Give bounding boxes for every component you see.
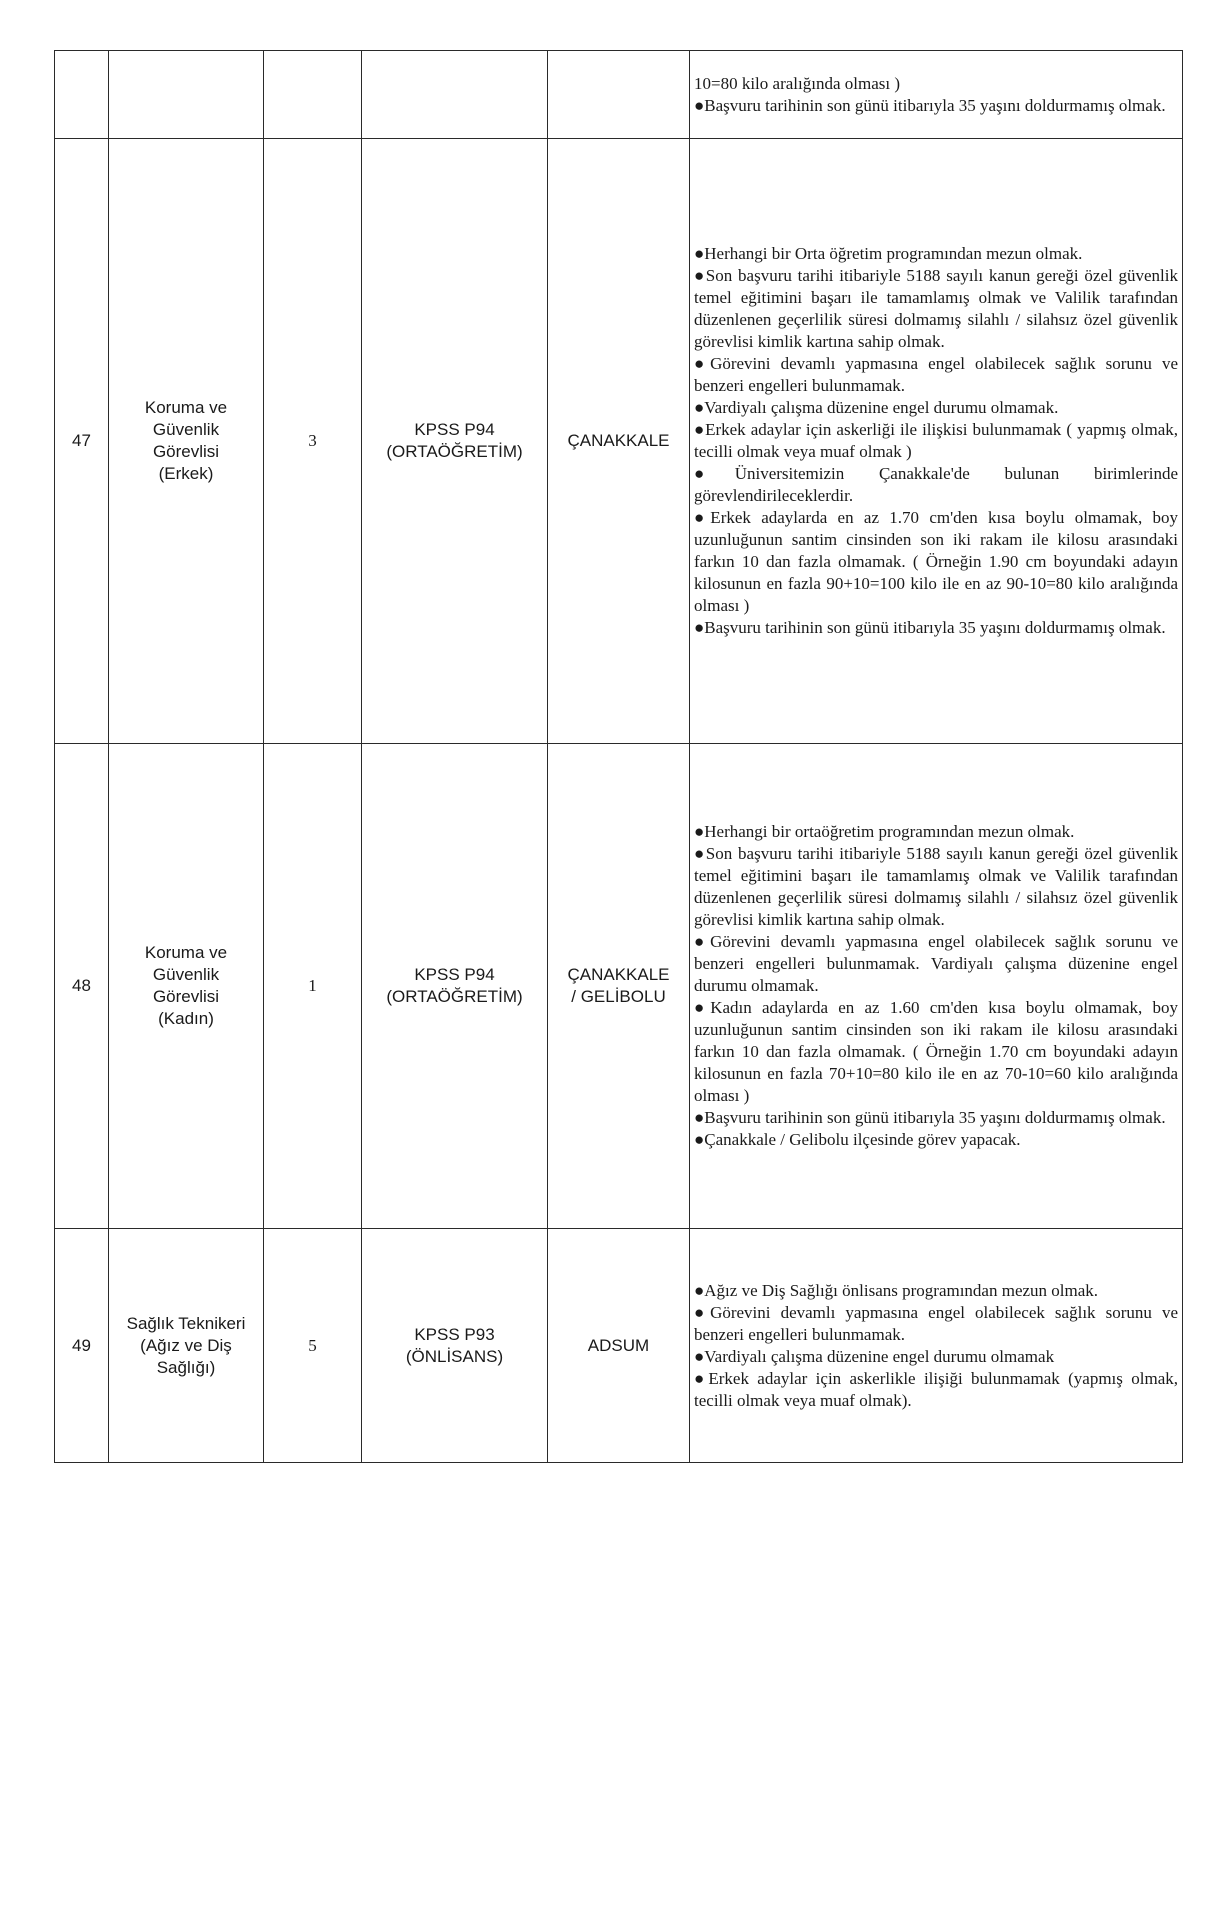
position-title-cell xyxy=(109,51,264,139)
kpss-score-line: KPSS P93 xyxy=(414,1324,495,1344)
location-line: ÇANAKKALE xyxy=(567,431,670,450)
position-title-line: Koruma ve xyxy=(144,398,228,417)
kpss-score-line: KPSS P94 xyxy=(414,965,495,984)
location-line: ADSUM xyxy=(587,1335,650,1355)
position-title-cell xyxy=(109,1229,264,1463)
position-title-line: (Kadın) xyxy=(158,1009,214,1028)
position-count-cell: 5 xyxy=(264,1229,362,1463)
requirements-cell xyxy=(690,139,1183,744)
requirement-item: ●Ağız ve Diş Sağlığı önlisans programından mezun olmak. xyxy=(694,1280,1099,1300)
location-cell xyxy=(548,1229,690,1463)
requirement-item: ●Başvuru tarihinin son günü itibarıyla 35 yaşını doldurmamış olmak. xyxy=(694,95,1166,115)
position-title-cell xyxy=(109,139,264,744)
requirement-item: ●Kadın adaylarda en az 1.60 cm'den kısa boylu olmamak, boy uzunluğunun santim cinsinden son iki rakam ile kilosu arasındaki farkın 10 dan fazla olmamak. ( Örneğin 1.70 cm boyundaki adayın kilosunun en fazla 70+10=80 kilo ile en az 70-10=60 kilo aralığında olması ) xyxy=(694,998,1178,1105)
requirement-item: ●Görevini devamlı yapmasına engel olabilecek sağlık sorunu ve benzeri engelleri bulunmamak. Vardiyalı çalışma düzenine engel durumu olmamak. xyxy=(694,932,1178,995)
kpss-score-line: (ÖNLİSANS) xyxy=(405,1346,504,1366)
requirement-item: ●Üniversitemizin Çanakkale'de bulunan birimlerinde görevlendirileceklerdir. xyxy=(694,464,1178,505)
location-cell xyxy=(548,139,690,744)
position-title-line: Sağlık Teknikeri xyxy=(126,1313,246,1333)
row-number-cell: 47 xyxy=(55,139,109,744)
position-title-cell xyxy=(109,744,264,1229)
requirement-item: ●Görevini devamlı yapmasına engel olabilecek sağlık sorunu ve benzeri engelleri bulunmamak. xyxy=(694,1302,1178,1344)
requirement-item: ●Vardiyalı çalışma düzenine engel durumu olmamak. xyxy=(694,398,1059,417)
requirement-item: ●Vardiyalı çalışma düzenine engel durumu olmamak xyxy=(694,1346,1055,1366)
table-row xyxy=(55,744,1183,1229)
table-row xyxy=(55,1229,1183,1463)
kpss-score-line: KPSS P94 xyxy=(414,420,495,439)
location-line: ÇANAKKALE xyxy=(567,965,670,984)
table-body xyxy=(55,51,1183,1463)
requirement-item: ●Herhangi bir ortaöğretim programından mezun olmak. xyxy=(694,822,1075,841)
requirements-cell xyxy=(690,51,1183,139)
location-cell xyxy=(548,51,690,139)
requirement-item: ●Son başvuru tarihi itibariyle 5188 sayılı kanun gereği özel güvenlik temel eğitimini başarı ile tamamlamış olmak ve Valilik tarafından düzenlenen geçerlilik süresi dolmamış silahlı / silahsız özel güvenlik görevlisi kimlik kartına sahip olmak. xyxy=(694,266,1178,351)
table-row xyxy=(55,139,1183,744)
position-title-line: (Erkek) xyxy=(158,464,214,483)
requirements-cell xyxy=(690,744,1183,1229)
row-number-cell xyxy=(55,51,109,139)
requirement-item: ●Başvuru tarihinin son günü itibarıyla 35 yaşını doldurmamış olmak. xyxy=(694,618,1166,637)
requirement-item: ●Çanakkale / Gelibolu ilçesinde görev yapacak. xyxy=(694,1130,1021,1149)
kpss-score-line: (ORTAÖĞRETİM) xyxy=(386,987,523,1006)
kpss-score-cell xyxy=(362,139,548,744)
kpss-score-cell xyxy=(362,744,548,1229)
position-title-line: Görevlisi xyxy=(152,987,220,1006)
requirements-cell xyxy=(690,1229,1183,1463)
table-row xyxy=(55,51,1183,139)
requirement-item: ●Erkek adaylar için askerliği ile ilişkisi bulunmamak ( yapmış olmak, tecilli olmak veya muaf olmak ) xyxy=(694,420,1178,461)
job-postings-table xyxy=(54,50,1183,1463)
location-line: / GELİBOLU xyxy=(571,987,666,1006)
requirement-item: ●Herhangi bir Orta öğretim programından mezun olmak. xyxy=(694,244,1083,263)
position-title-line: (Ağız ve Diş xyxy=(140,1335,232,1355)
requirement-item: ●Görevini devamlı yapmasına engel olabilecek sağlık sorunu ve benzeri engelleri bulunmamak. xyxy=(694,354,1178,395)
position-title-line: Koruma ve xyxy=(144,943,228,962)
position-title-line: Güvenlik xyxy=(152,965,220,984)
position-title-line: Görevlisi xyxy=(152,442,220,461)
document-page xyxy=(54,50,1182,1463)
row-number-cell: 48 xyxy=(55,744,109,1229)
requirement-item: ●Başvuru tarihinin son günü itibarıyla 35 yaşını doldurmamış olmak. xyxy=(694,1108,1166,1127)
requirement-item: 10=80 kilo aralığında olması ) xyxy=(694,73,900,93)
position-count-cell: 3 xyxy=(264,139,362,744)
requirement-item: ●Erkek adaylar için askerlikle ilişiği bulunmamak (yapmış olmak, tecilli olmak veya muaf olmak). xyxy=(694,1368,1178,1410)
position-title-line: Güvenlik xyxy=(152,420,220,439)
kpss-score-line: (ORTAÖĞRETİM) xyxy=(386,442,523,461)
position-title-line: Sağlığı) xyxy=(156,1357,216,1377)
kpss-score-cell xyxy=(362,1229,548,1463)
requirement-item: ●Son başvuru tarihi itibariyle 5188 sayılı kanun gereği özel güvenlik temel eğitimini başarı ile tamamlamış olmak ve Valilik tarafından düzenlenen geçerlilik süresi dolmamış silahlı / silahsız özel güvenlik görevlisi kimlik kartına sahip olmak. xyxy=(694,844,1178,929)
position-count-cell: 1 xyxy=(264,744,362,1229)
location-cell xyxy=(548,744,690,1229)
requirement-item: ●Erkek adaylarda en az 1.70 cm'den kısa boylu olmamak, boy uzunluğunun santim cinsinden son iki rakam ile kilosu arasındaki farkın 10 dan fazla olmamak. ( Örneğin 1.90 cm boyundaki adayın kilosunun en fazla 90+10=100 kilo ile en az 90-10=80 kilo aralığında olması ) xyxy=(694,508,1178,615)
position-count-cell xyxy=(264,51,362,139)
kpss-score-cell xyxy=(362,51,548,139)
row-number-cell: 49 xyxy=(55,1229,109,1463)
